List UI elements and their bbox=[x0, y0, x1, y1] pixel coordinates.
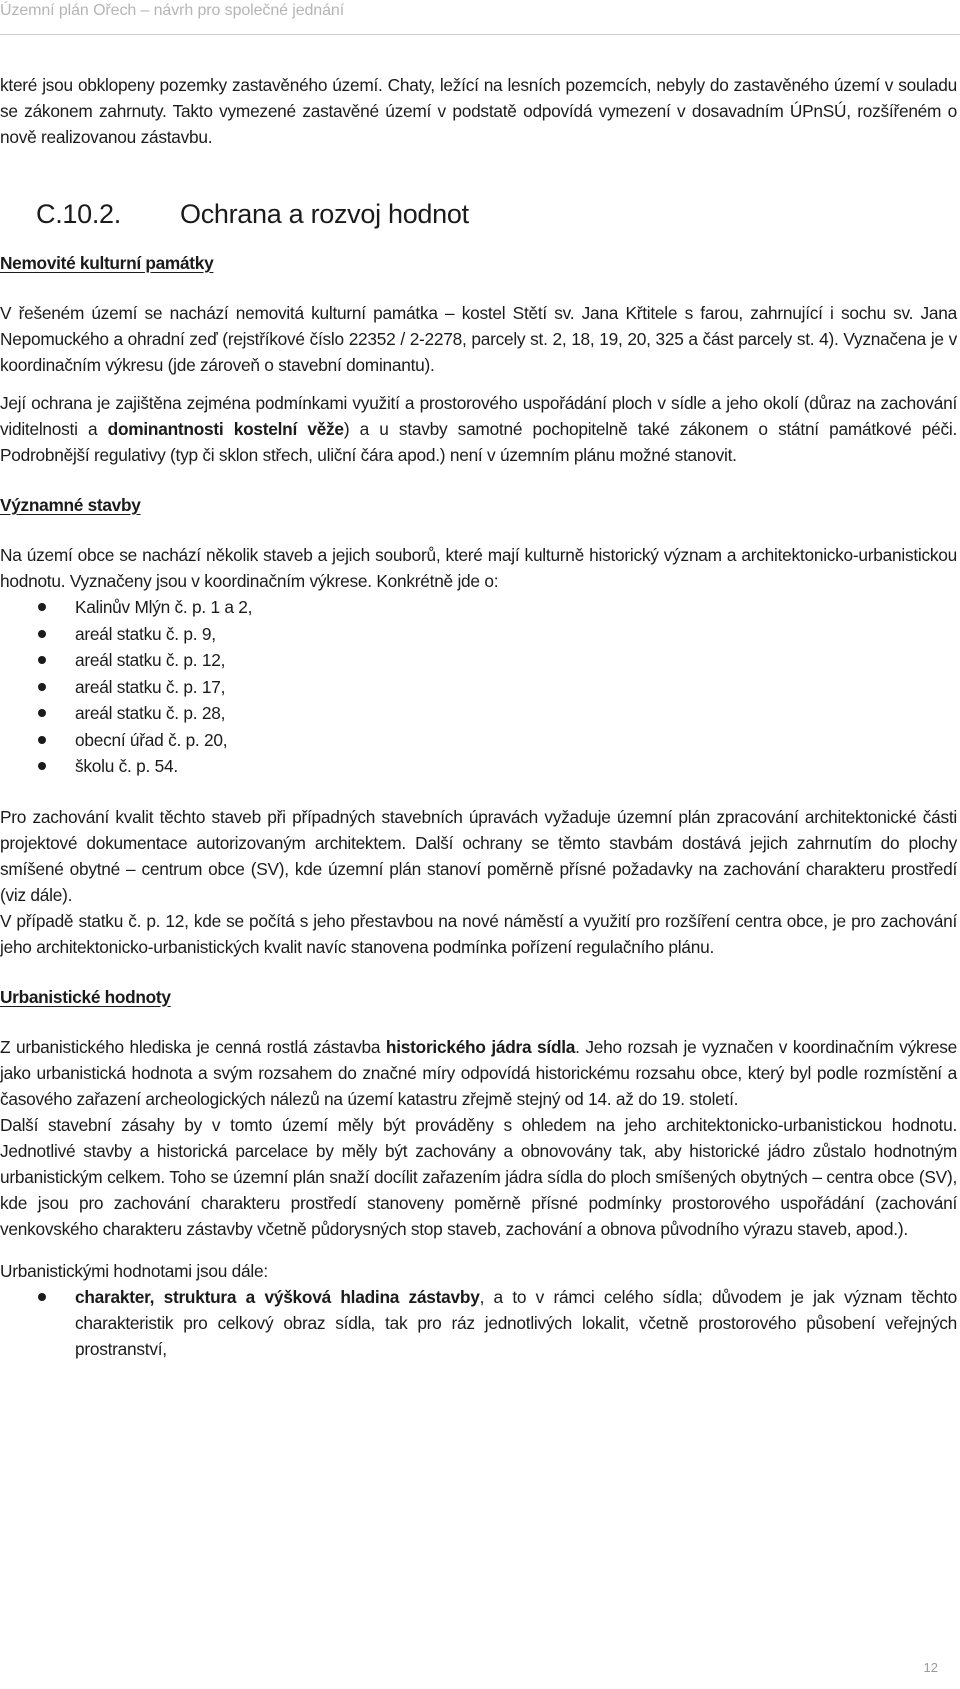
list-item-text: areál statku č. p. 9, bbox=[75, 623, 216, 644]
list-item-text: školu č. p. 54. bbox=[75, 756, 178, 776]
buildings-paragraph-3: V případě statku č. p. 12, kde se počítá s jeho přestavbou na nové náměstí a využití pro rozšíření centra obce, je pro zachování jeho architektonicko-urbanistických kvalit navíc stanovena podmínka pořízení regulačního plánu. bbox=[0, 910, 957, 957]
buildings-paragraph-1: Na území obce se nachází několik staveb a jejich souborů, které mají kulturně historický význam a architektonicko-urbanistickou hodnotu. Vyznačeny jsou v koordinačním výkrese. Konkrétně jde o: bbox=[0, 545, 957, 591]
list-item-text: areál statku č. p. 28, bbox=[75, 703, 226, 723]
list-item-text: , a to v rámci celého sídla; důvodem je jak význam těchto charakteristik pro celkový obraz sídla, tak pro ráz jednotlivých lokalit, včetně prostorového působení veřejných prostranství, bbox=[75, 1286, 957, 1359]
list-item bbox=[0, 647, 957, 674]
text-run: ) a u stavby samotné pochopitelně také zákonem o státní památkové péči. Podrobnější regulativy (typ či sklon střech, uliční čára apod.) není v územním plánu možné stanovit. bbox=[0, 419, 957, 465]
urban-paragraph-1 bbox=[0, 1034, 957, 1112]
heading-significant-buildings: Významné stavby bbox=[0, 495, 141, 515]
list-item-bold-text: charakter, struktura a výšková hladina zástavby bbox=[75, 1286, 480, 1307]
list-item bbox=[0, 594, 957, 621]
monuments-paragraph-1: V řešeném území se nachází nemovitá kulturní památka – kostel Stětí sv. Jana Křtitele s farou, zahrnující i sochu sv. Jana Nepomuckého a ohradní zeď (rejstříkové číslo 22352 / 2-2278, parcely st. 2, 18, 19, 20, 325 a část parcely st. 4). Vyznačena je v koordinačním výkresu (jde zároveň o stavební dominantu). bbox=[0, 303, 957, 375]
list-item bbox=[0, 674, 957, 701]
text-run: Z urbanistického hlediska je cenná rostlá zástavba bbox=[0, 1036, 386, 1057]
bullet-icon bbox=[38, 736, 46, 744]
urban-paragraph-2: Další stavební zásahy by v tomto území měly být prováděny s ohledem na jeho architektonicko-urbanistickou hodnotu. Jednotlivé stavby a historická parcelace by měly být zachovány a obnovovány tak, aby historické jádro zůstalo hodnotným urbanistickým celkem. Toho se územní plán snaží docílit zařazením jádra sídla do ploch smíšených obytných – centra obce (SV), kde jsou pro zachování charakteru prostředí stanoveny poměrně přísné podmínky prostorového uspořádání (zachování venkovského charakteru zástavby včetně půdorysných stop staveb, zachování a obnova původního výrazu staveb, apod.). bbox=[0, 1114, 957, 1239]
buildings-list bbox=[0, 594, 957, 780]
running-header: Územní plán Ořech – návrh pro společné jednání bbox=[0, 2, 345, 19]
list-item bbox=[0, 621, 957, 648]
section-title: Ochrana a rozvoj hodnot bbox=[180, 199, 469, 229]
monuments-paragraph-2 bbox=[0, 390, 957, 468]
list-item bbox=[0, 700, 957, 727]
section-number: C.10.2. bbox=[36, 199, 121, 229]
bullet-icon bbox=[38, 630, 46, 638]
page-number: 12 bbox=[923, 1660, 938, 1675]
bullet-icon bbox=[38, 656, 46, 664]
list-item-text: Kalinův Mlýn č. p. 1 a 2, bbox=[75, 597, 253, 617]
text-run: Její ochrana je zajištěna zejména podmínkami využití a prostorového uspořádání ploch v sídle a jeho okolí (důraz na zachování viditelnosti a bbox=[0, 393, 957, 439]
bullet-icon bbox=[38, 1293, 46, 1301]
document-body bbox=[0, 72, 957, 1362]
intro-paragraph: které jsou obklopeny pozemky zastavěného území. Chaty, ležící na lesních pozemcích, nebyly do zastavěného území v souladu se zákonem zahrnuty. Takto vymezené zastavěné území v podstatě odpovídá vymezení v dosavadním ÚPnSÚ, rozšířeném o nově realizovanou zástavbu. bbox=[0, 75, 957, 147]
heading-urban-values: Urbanistické hodnoty bbox=[0, 986, 171, 1007]
bullet-icon bbox=[38, 709, 46, 717]
urban-values-list bbox=[0, 1284, 957, 1362]
bullet-icon bbox=[38, 762, 46, 770]
header-divider bbox=[0, 34, 960, 35]
list-item-text: areál statku č. p. 12, bbox=[75, 650, 226, 670]
emphasis-dominant-tower: dominantnosti kostelní věže bbox=[107, 419, 344, 439]
bullet-icon bbox=[38, 603, 46, 611]
emphasis-historic-core: historického jádra sídla bbox=[385, 1036, 576, 1057]
buildings-paragraph-2: Pro zachování kvalit těchto staveb při případných stavebních úpravách vyžaduje územní plán zpracování architektonické části projektové dokumentace autorizovaným architektem. Další ochrany se těmto stavbám dostává jejich zahrnutím do plochy smíšené obytné – centrum obce (SV), kde územní plán stanoví poměrně přísné požadavky na zachování charakteru prostředí (viz dále). bbox=[0, 806, 957, 905]
heading-monuments: Nemovité kulturní památky bbox=[0, 253, 214, 273]
text-run: . Jeho rozsah je vyznačen v koordinačním výkrese jako urbanistická hodnota a svým rozsahem do značné míry odpovídá historickému rozsahu obce, který byl podle rozmístění a časového zařazení archeologických nálezů na území katastru zřejmě stejný od 14. až do 19. století. bbox=[0, 1036, 957, 1109]
urban-paragraph-3: Urbanistickými hodnotami jsou dále: bbox=[0, 1260, 268, 1281]
list-item bbox=[0, 727, 957, 754]
bullet-icon bbox=[38, 683, 46, 691]
list-item bbox=[0, 1284, 957, 1362]
section-heading bbox=[0, 198, 957, 230]
list-item-text: obecní úřad č. p. 20, bbox=[75, 729, 228, 750]
list-item bbox=[0, 753, 957, 780]
list-item-text: areál statku č. p. 17, bbox=[75, 676, 226, 697]
